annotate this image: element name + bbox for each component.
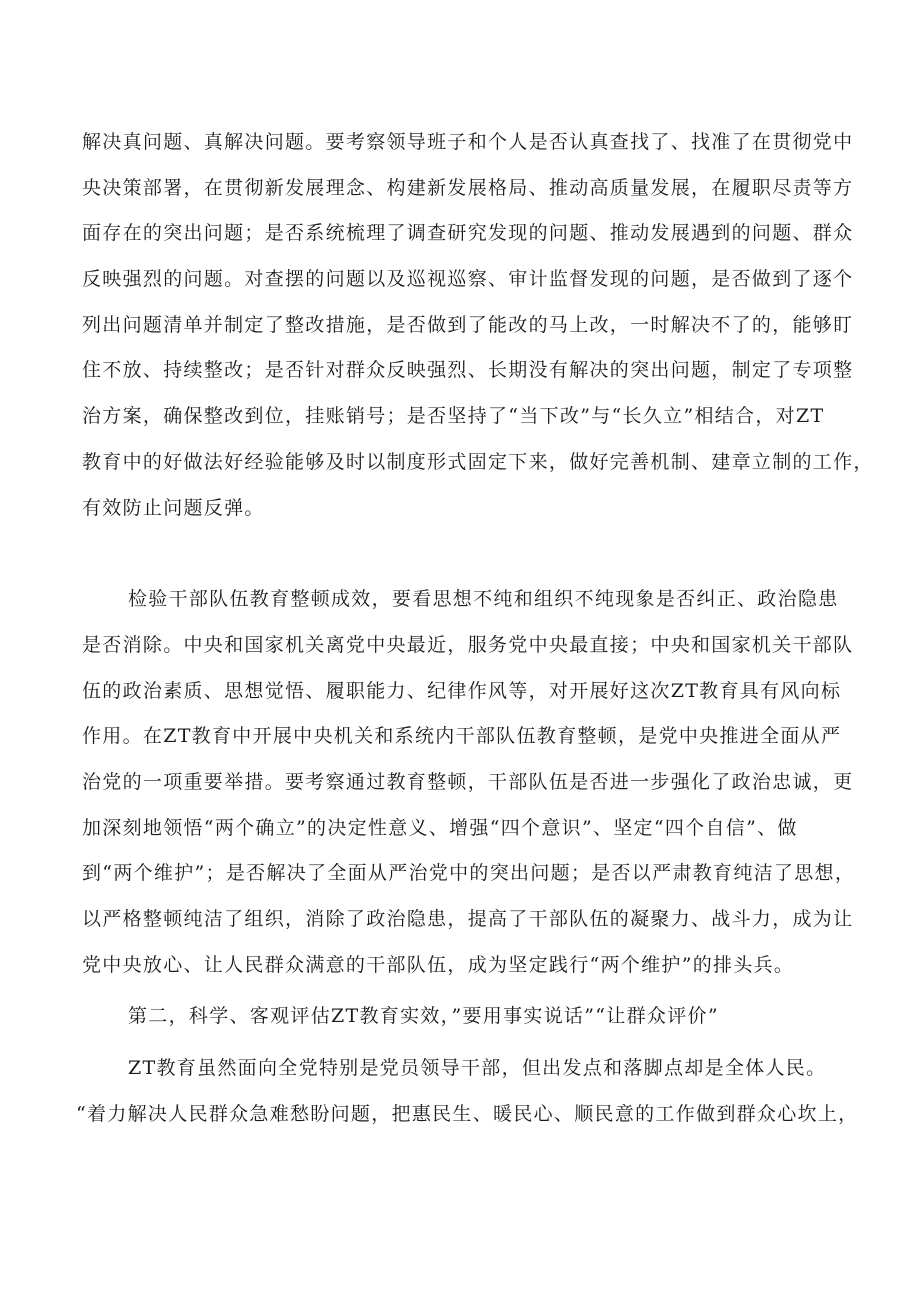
text-line: 面存在的突出问题；是否系统梳理了调查研究发现的问题、推动发展遇到的问题、群众 [82,222,854,245]
text-line: 反映强烈的问题。对查摆的问题以及巡视巡察、审计监督发现的问题，是否做到了逐个 [82,268,854,291]
text-line: 治方案，确保整改到位，挂账销号；是否坚持了“当下改”与“长久立”相结合，对ZT [82,405,825,428]
text-line: 住不放、持续整改；是否针对群众反映强烈、长期没有解决的突出问题，制定了专项整 [82,359,854,382]
text-line: 到“两个维护”；是否解决了全面从严治党中的突出问题；是否以严肃教育纯洁了思想， [82,862,856,885]
text-line: 央决策部署，在贯彻新发展理念、构建新发展格局、推动高质量发展，在履职尽责等方 [82,176,854,199]
paragraph-3 [76,1046,859,1137]
text-line: 有效防止问题反弹。 [82,496,265,519]
text-line: 列出问题清单并制定了整改措施，是否做到了能改的马上改，一时解决不了的，能够盯 [82,313,854,336]
text-line: 检验干部队伍教育整顿成效，要看思想不纯和组织不纯现象是否纠正、政治隐患 [128,588,839,611]
paragraph-1 [82,120,874,531]
paragraph-spacer [82,531,842,577]
text-line: 加深刻地领悟“两个确立”的决定性意义、增强“四个意识”、坚定“四个自信”、做 [82,816,798,839]
text-line: 教育中的好做法好经验能够及时以制度形式固定下来，做好完善机制、建章立制的工作， [82,450,874,473]
paragraph-2 [82,577,856,988]
text-line: “着力解决人民群众急难愁盼问题，把惠民生、暖民心、顺民意的工作做到群众心坎上， [76,1102,859,1125]
text-line: ZT教育虽然面向全党特别是党员领导干部，但出发点和落脚点却是全体人民。 [128,1057,827,1080]
text-line: 作用。在ZT教育中开展中央机关和系统内干部队伍教育整顿，是党中央推进全面从严 [82,725,842,748]
text-line: 伍的政治素质、思想觉悟、履职能力、纪律作风等，对开展好这次ZT教育具有风向标 [82,679,842,702]
text-line: 党中央放心、让人民群众满意的干部队伍，成为坚定践行“两个维护”的排头兵。 [82,953,795,976]
text-line: 是否消除。中央和国家机关离党中央最近，服务党中央最直接；中央和国家机关干部队 [82,633,854,656]
section-heading: 第二，科学、客观评估ZT教育实效，”要用事实说话”“让群众评价” [128,1005,719,1028]
text-line: 以严格整顿纯洁了组织，消除了政治隐患，提高了干部队伍的凝聚力、战斗力，成为让 [82,908,854,930]
text-line: 治党的一项重要举措。要考察通过教育整顿，干部队伍是否进一步强化了政治忠诚，更 [82,770,854,793]
document-body [76,120,874,1137]
text-line: 解决真问题、真解决问题。要考察领导班子和个人是否认真查找了、找准了在贯彻党中 [82,131,854,153]
